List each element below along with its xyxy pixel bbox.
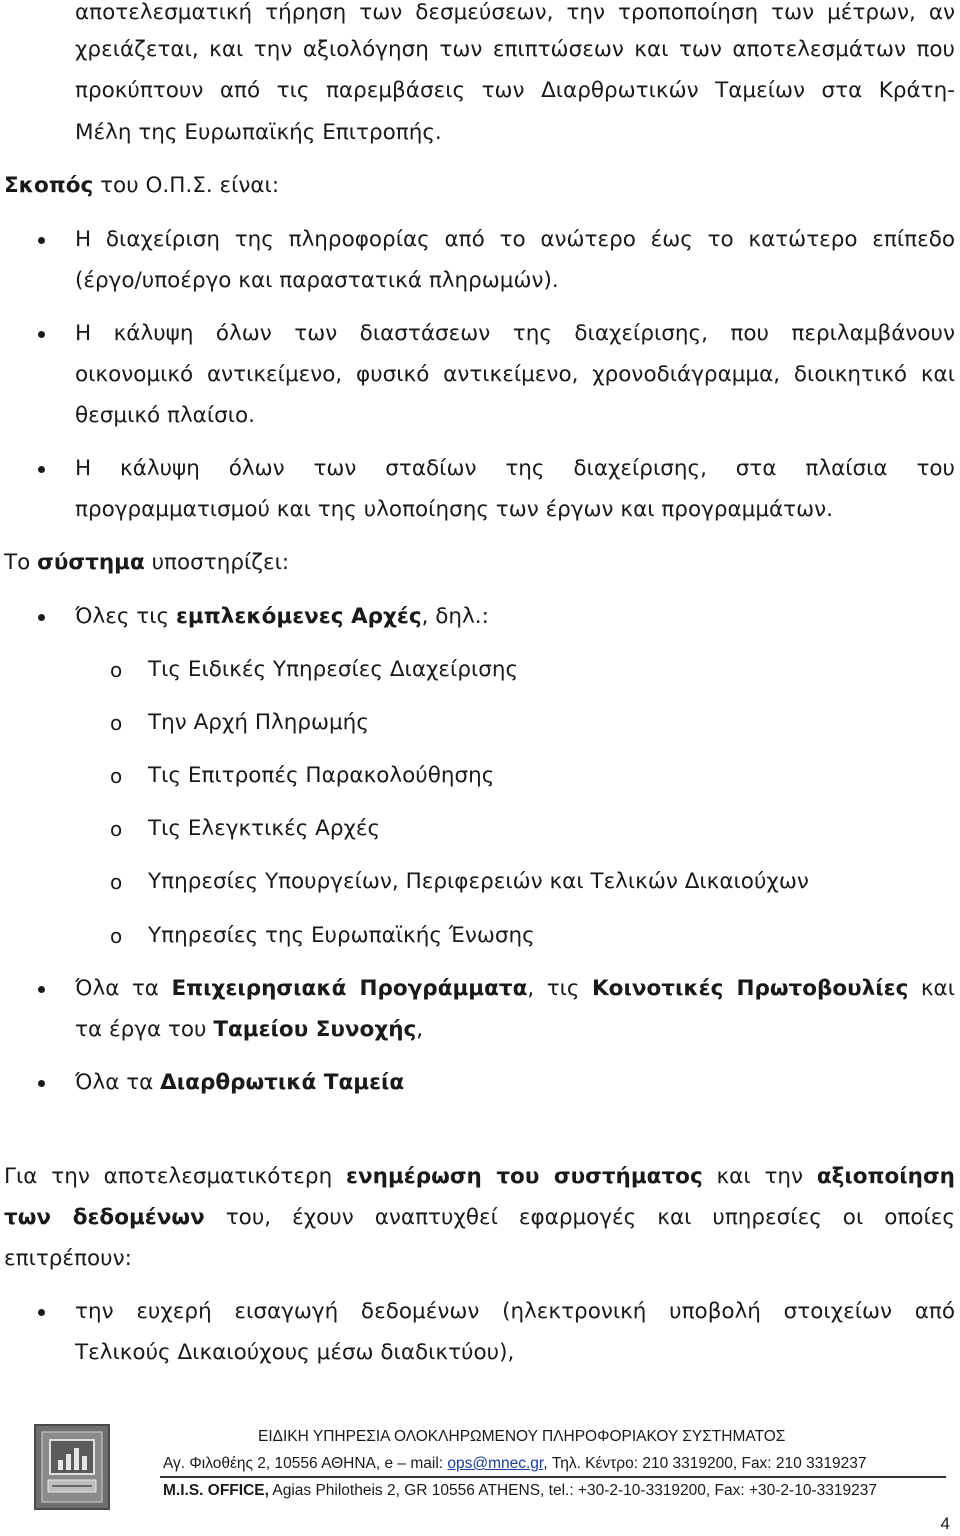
- intro-line-2: χρειάζεται, και την αξιολόγηση των επιπτώσεων και των αποτελεσμάτων που: [75, 37, 955, 62]
- circle-bullet-icon: o: [110, 924, 123, 948]
- programmes-line-1: Όλα τα Επιχειρησιακά Προγράμματα, τις Κοινοτικές Πρωτοβουλίες και: [75, 976, 956, 1001]
- authorities-bullet: Όλες τις εμπλεκόμενες Αρχές, δηλ.:: [75, 604, 489, 629]
- circle-bullet-icon: o: [110, 817, 123, 841]
- sub-item: Τις Ειδικές Υπηρεσίες Διαχείρισης: [148, 657, 519, 682]
- bullet-icon: [38, 1080, 45, 1087]
- scope-bullet-1-line-2: (έργο/υποέργο και παραστατικά πληρωμών).: [75, 268, 559, 293]
- sub-item: Τις Επιτροπές Παρακολούθησης: [148, 763, 495, 788]
- bullet-icon: [38, 1309, 45, 1316]
- footer-email-link[interactable]: ops@mnec.gr: [447, 1455, 544, 1472]
- footer-org: ΕΙΔΙΚΗ ΥΠΗΡΕΣΙΑ ΟΛΟΚΛΗΡΩΜΕΝΟΥ ΠΛΗΡΟΦΟΡΙΑΚΟΥ ΣΥΣΤΗΜΑΤΟΣ: [258, 1428, 786, 1445]
- update-bullet-line-1: την ευχερή εισαγωγή δεδομένων (ηλεκτρονική υποβολή στοιχείων από: [75, 1299, 955, 1324]
- programmes-line-2: τα έργα του Ταμείου Συνοχής,: [75, 1017, 424, 1042]
- scope-bullet-1-line-1: Η διαχείριση της πληροφορίας από το ανώτερο έως το κατώτερο επίπεδο: [75, 227, 955, 252]
- bullet-icon: [38, 986, 45, 993]
- sub-item: Την Αρχή Πληρωμής: [148, 710, 369, 735]
- bullet-icon: [38, 466, 45, 473]
- update-line-2: των δεδομένων του, έχουν αναπτυχθεί εφαρμογές και υπηρεσίες οι οποίες: [4, 1205, 955, 1230]
- footer-address-en: M.I.S. OFFICE, Agias Philotheis 2, GR 10556 ATHENS, tel.: +30-2-10-3319200, Fax: +30-2-10-3319237: [163, 1482, 877, 1499]
- update-line-3: επιτρέπουν:: [4, 1246, 132, 1271]
- intro-line-3: προκύπτουν από τις παρεμβάσεις των Διαρθρωτικών Ταμείων στα Κράτη-: [75, 78, 955, 103]
- system-heading: Το σύστημα υποστηρίζει:: [4, 550, 290, 575]
- update-line-1: Για την αποτελεσματικότερη ενημέρωση του συστήματος και την αξιοποίηση: [4, 1164, 955, 1189]
- intro-line-1: αποτελεσματική τήρηση των δεσμεύσεων, την τροποποίηση των μέτρων, αν: [75, 0, 955, 25]
- scope-bullet-2-line-1: Η κάλυψη όλων των διαστάσεων της διαχείρισης, που περιλαμβάνουν: [75, 321, 955, 346]
- mis-logo-icon: [34, 1424, 110, 1510]
- bullet-icon: [38, 614, 45, 621]
- sub-item: Τις Ελεγκτικές Αρχές: [148, 816, 381, 841]
- footer-address-gr: Αγ. Φιλοθέης 2, 10556 ΑΘΗΝΑ, e – mail: ops@mnec.gr, Τηλ. Κέντρο: 210 3319200, Fax: 210 3319237: [163, 1455, 867, 1472]
- scope-bullet-3-line-2: προγραμματισμού και της υλοποίησης των έργων και προγραμμάτων.: [75, 497, 833, 522]
- circle-bullet-icon: o: [110, 658, 123, 682]
- scope-bullet-3-line-1: Η κάλυψη όλων των σταδίων της διαχείρισης, στα πλαίσια του: [75, 456, 955, 481]
- intro-line-4: Μέλη της Ευρωπαϊκής Επιτροπής.: [75, 120, 442, 145]
- scope-bullet-2-line-3: θεσμικό πλαίσιο.: [75, 403, 256, 428]
- circle-bullet-icon: o: [110, 764, 123, 788]
- computer-logo-icon: [36, 1426, 108, 1508]
- sub-item: Υπηρεσίες Υπουργείων, Περιφερειών και Τελικών Δικαιούχων: [148, 869, 809, 894]
- sub-item: Υπηρεσίες της Ευρωπαϊκής Ένωσης: [148, 923, 535, 948]
- scope-bullet-2-line-2: οικονομικό αντικείμενο, φυσικό αντικείμενο, χρονοδιάγραμμα, διοικητικό και: [75, 362, 955, 387]
- circle-bullet-icon: o: [110, 870, 123, 894]
- circle-bullet-icon: o: [110, 711, 123, 735]
- footer-divider: [160, 1476, 946, 1478]
- bullet-icon: [38, 331, 45, 338]
- page-number: 4: [940, 1514, 950, 1533]
- funds-bullet: Όλα τα Διαρθρωτικά Ταμεία: [75, 1070, 405, 1095]
- bullet-icon: [38, 237, 45, 244]
- update-bullet-line-2: Τελικούς Δικαιούχους μέσω διαδικτύου),: [75, 1340, 515, 1365]
- scope-heading: Σκοπός του Ο.Π.Σ. είναι:: [4, 173, 280, 198]
